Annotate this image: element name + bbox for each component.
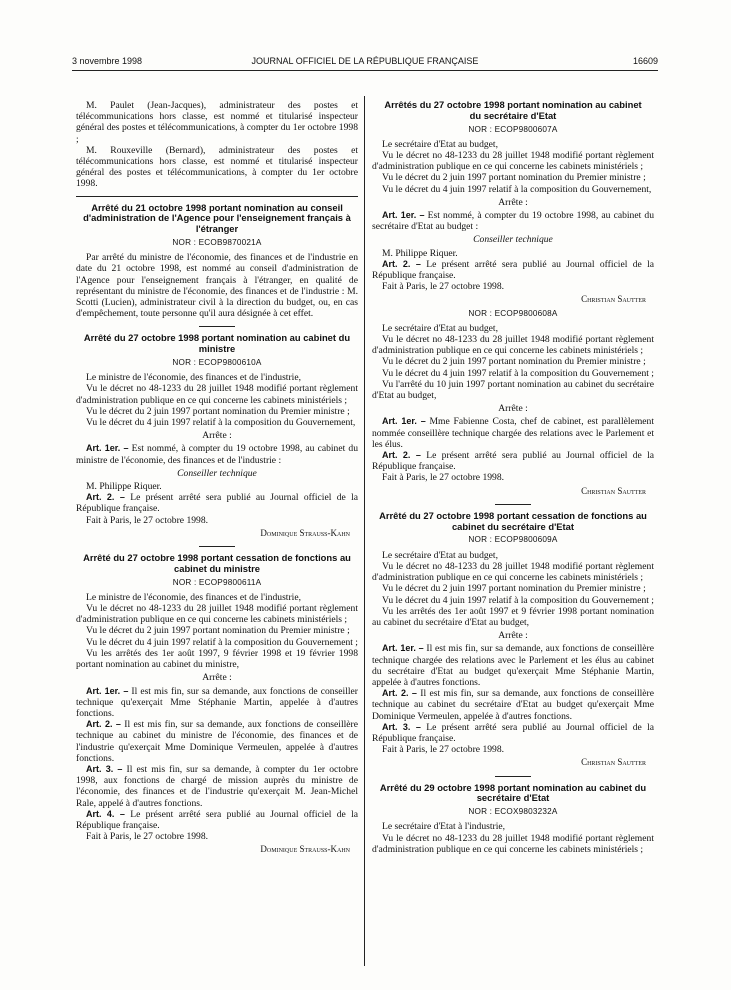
role-heading: Conseiller technique	[473, 234, 553, 246]
article-text: Il est mis fin, sur sa demande, aux fonctions de conseillère technique au cabinet du secrétaire d'Etat au budget qu'exerçait Mme Dominique Vermeulen, appelée à d'autres fonctions.	[372, 688, 654, 722]
article	[76, 492, 358, 514]
visa-line: Le secrétaire d'Etat à l'industrie,	[382, 821, 506, 833]
visa-line: Le secrétaire d'Etat au budget,	[382, 322, 498, 334]
article	[372, 450, 654, 472]
article-text: Il est mis fin, sur sa demande, aux fonctions de conseiller technique qu'exerçait Mme Stéphanie Martin, appelée à d'autres fonctions.	[76, 685, 358, 719]
visa-line: Vu le décret du 2 juin 1997 portant nomination du Premier ministre ;	[86, 405, 350, 417]
visa-line: Vu l'arrêté du 10 juin 1997 portant nomination au cabinet du secrétaire d'Etat au budget,	[372, 378, 654, 402]
visa-line: Vu le décret du 4 juin 1997 relatif à la composition du Gouvernement,	[382, 183, 652, 195]
article-text: Il est mis fin, sur sa demande, aux fonctions de conseillère technique au cabinet du ministre de l'économie, des finances et de l'industrie qu'exerçait Mme Dominique Vermeulen, appelée à d'autres fonctions.	[76, 719, 358, 764]
signature: Christian Sautter	[581, 294, 646, 305]
article	[372, 210, 654, 232]
short-separator	[199, 326, 235, 327]
article-label: Art. 1er. –	[382, 643, 424, 654]
header-page-number: 16609	[632, 56, 658, 66]
short-separator	[495, 776, 531, 777]
article-text: Le présent arrêté sera publié au Journal officiel de la République française.	[372, 721, 654, 744]
nor-reference: NOR : ECOP9800609A	[468, 535, 558, 545]
article-label: Art. 3. –	[382, 721, 421, 732]
visa-line: Vu le décret no 48-1233 du 28 juillet 1948 modifié portant règlement d'administration publique en ce qui concerne les cabinets ministériels ;	[372, 832, 654, 855]
decree-title: Arrêtés du 27 octobre 1998 portant nomination au cabinet du secrétaire d'Etat	[384, 99, 642, 121]
article	[372, 259, 654, 281]
nor-reference: NOR : ECOB9870021A	[172, 238, 262, 248]
arrete-label: Arrête :	[498, 403, 528, 415]
arrete-label: Arrête :	[202, 430, 232, 442]
signature: Christian Sautter	[581, 485, 646, 496]
article-label: Art. 4. –	[86, 808, 125, 819]
signature: Dominique Strauss-Kahn	[260, 844, 350, 855]
visa-line: Le ministre de l'économie, des finances et de l'industrie,	[86, 372, 301, 384]
visa-line: Le secrétaire d'Etat au budget,	[382, 138, 498, 150]
article-text: Le présent arrêté sera publié au Journal officiel de la République française.	[76, 492, 358, 515]
signature: Dominique Strauss-Kahn	[260, 527, 350, 538]
short-separator	[199, 546, 235, 547]
visa-line: Vu le décret du 2 juin 1997 portant nomination du Premier ministre ;	[382, 583, 646, 595]
done-at: Fait à Paris, le 27 octobre 1998.	[382, 472, 505, 484]
decree-title: Arrêté du 27 octobre 1998 portant cessation de fonctions au cabinet du secrétaire d'Etat	[379, 509, 647, 532]
article-label: Art. 2. –	[86, 492, 125, 503]
article-label: Art. 2. –	[382, 688, 417, 699]
decree-title: Arrêté du 27 octobre 1998 portant cessation de fonctions au cabinet du ministre	[83, 552, 351, 574]
section-separator	[76, 196, 358, 197]
visa-line: Vu le décret no 48-1233 du 28 juillet 1948 modifié portant règlement d'administration publique en ce qui concerne les cabinets ministériels ;	[372, 150, 654, 173]
article-label: Art. 2. –	[382, 450, 421, 461]
arrete-label: Arrête :	[498, 196, 528, 208]
article-text: Il est mis fin, sur sa demande, à compter du 1er octobre 1998, aux fonctions de chargé de mission auprès du ministre de l'économie, des finances et de l'industrie qu'exerçait M. Jean-Michel Rale, appelé à d'autres fonctions.	[76, 763, 358, 809]
header-journal-title: JOURNAL OFFICIEL DE LA RÉPUBLIQUE FRANÇAISE	[251, 56, 479, 66]
article-text: Il est mis fin, sur sa demande, aux fonctions de conseillère technique chargée des relations avec le Parlement et les élus au cabinet du secrétaire d'Etat au budget qu'exerçait Mme Stéphanie Martin, appelée à d'autres fonctions.	[372, 643, 655, 688]
arrete-label: Arrête :	[498, 630, 528, 642]
nor-reference: NOR : ECOP9800608A	[468, 308, 558, 318]
done-at: Fait à Paris, le 27 octobre 1998.	[86, 831, 209, 843]
header-rule	[72, 70, 658, 71]
nor-reference: NOR : ECOX9803232A	[468, 807, 558, 817]
article-label: Art. 1er. –	[382, 210, 425, 221]
article-label: Art. 2. –	[382, 258, 421, 269]
intro-paragraph: M. Paulet (Jean-Jacques), administrateur des postes et télécommunications hors classe, est nommé et titularisé inspecteur général des postes et télécommunications, à compter du 1er octobre 1998 ;	[76, 100, 358, 145]
done-at: Fait à Paris, le 27 octobre 1998.	[382, 281, 505, 293]
person-name: M. Philippe Riquer.	[86, 481, 162, 493]
article	[76, 686, 358, 720]
short-separator	[495, 504, 531, 505]
visa-line: Vu le décret no 48-1233 du 28 juillet 1948 modifié portant règlement d'administration publique en ce qui concerne les cabinets ministériels ;	[76, 383, 358, 406]
article	[372, 722, 654, 744]
article	[76, 764, 358, 809]
person-name: M. Philippe Riquer.	[382, 247, 458, 259]
visa-line: Vu le décret du 4 juin 1997 relatif à la composition du Gouvernement ;	[86, 636, 358, 648]
page-header	[72, 56, 658, 68]
article	[372, 416, 654, 450]
article-text: Le présent arrêté sera publié au Journal officiel de la République française.	[372, 450, 654, 473]
role-heading: Conseiller technique	[177, 467, 257, 479]
article-text: Est nommé, à compter du 19 octobre 1998, au cabinet du ministre de l'économie, des finances et de l'industrie :	[76, 443, 358, 466]
visa-line: Vu le décret du 4 juin 1997 relatif à la composition du Gouvernement,	[86, 417, 356, 429]
left-column	[76, 100, 358, 856]
article-label: Art. 3. –	[86, 763, 123, 774]
header-date: 3 novembre 1998	[72, 56, 143, 66]
right-column	[372, 100, 654, 855]
nor-reference: NOR : ECOP9800610A	[172, 358, 262, 368]
visa-line: Vu le décret no 48-1233 du 28 juillet 1948 modifié portant règlement d'administration publique en ce qui concerne les cabinets ministériels ;	[372, 334, 654, 357]
article-label: Art. 2. –	[86, 719, 121, 730]
nor-reference: NOR : ECOP9800607A	[468, 124, 558, 134]
decree-title: Arrêté du 29 octobre 1998 portant nomination au cabinet du secrétaire d'Etat	[379, 781, 647, 804]
signature: Christian Sautter	[581, 757, 646, 768]
arrete-label: Arrête :	[202, 672, 232, 684]
article	[372, 688, 654, 722]
visa-line: Vu le décret du 2 juin 1997 portant nomination du Premier ministre ;	[86, 625, 350, 637]
decree-body: Par arrêté du ministre de l'économie, des finances et de l'industrie en date du 21 octobre 1998, est nommé au conseil d'administration de l'Agence pour l'enseignement français à l'étranger, en qualité de représentant du ministre de l'économie, des finances et de l'industrie : M. Scotti (Lucien), administrateur civil à la direction du budget, ou, en cas d'empêchement, toute personne qu'il aura désignée à cet effet.	[76, 252, 358, 320]
column-divider	[364, 96, 365, 966]
visa-line: Le secrétaire d'Etat au budget,	[382, 549, 498, 561]
article-text: Est nommé, à compter du 19 octobre 1998, au cabinet du secrétaire d'Etat au budget :	[372, 210, 654, 233]
decree-title: Arrêté du 27 octobre 1998 portant nomination au cabinet du ministre	[83, 332, 351, 355]
article-text: Mme Fabienne Costa, chef de cabinet, est parallèlement nommée conseillère technique chargée des relations avec le Parlement et les élus.	[372, 416, 654, 450]
visa-line: Le ministre de l'économie, des finances et de l'industrie,	[86, 591, 301, 603]
article	[372, 643, 654, 688]
visa-line: Vu le décret no 48-1233 du 28 juillet 1948 modifié portant règlement d'administration publique en ce qui concerne les cabinets ministériels ;	[76, 603, 358, 626]
visa-line: Vu les arrêtés des 1er août 1997, 9 février 1998 et 19 février 1998 portant nomination au cabinet du ministre,	[76, 647, 358, 671]
nor-reference: NOR : ECOP9800611A	[172, 577, 262, 587]
article-text: Le présent arrêté sera publié au Journal officiel de la République française.	[76, 808, 358, 831]
decree-title: Arrêté du 21 octobre 1998 portant nomination au conseil d'administration de l'Agence pour l'enseignement français à l'étranger	[83, 201, 351, 235]
article-label: Art. 1er. –	[86, 443, 129, 454]
visa-line: Vu le décret du 2 juin 1997 portant nomination du Premier ministre ;	[382, 172, 646, 184]
article	[76, 719, 358, 764]
intro-paragraph: M. Rouxeville (Bernard), administrateur des postes et télécommunications hors classe, est nommé et titularisé inspecteur général des postes et télécommunications, à compter du 1er octobre 1998.	[76, 144, 358, 190]
article-label: Art. 1er. –	[86, 685, 129, 696]
visa-line: Vu le décret no 48-1233 du 28 juillet 1948 modifié portant règlement d'administration publique en ce qui concerne les cabinets ministériels ;	[372, 560, 654, 584]
visa-line: Vu les arrêtés des 1er août 1997 et 9 février 1998 portant nomination au cabinet du secrétaire d'Etat au budget,	[372, 605, 654, 628]
visa-line: Vu le décret du 4 juin 1997 relatif à la composition du Gouvernement ;	[382, 594, 654, 606]
done-at: Fait à Paris, le 27 octobre 1998.	[382, 744, 505, 756]
article	[76, 443, 358, 465]
done-at: Fait à Paris, le 27 octobre 1998.	[86, 514, 209, 526]
article-text: Le présent arrêté sera publié au Journal officiel de la République française.	[372, 258, 654, 282]
visa-line: Vu le décret du 2 juin 1997 portant nomination du Premier ministre ;	[382, 356, 646, 368]
article-label: Art. 1er. –	[382, 416, 426, 427]
article	[76, 809, 358, 831]
visa-line: Vu le décret du 4 juin 1997 relatif à la composition du Gouvernement ;	[382, 367, 654, 379]
